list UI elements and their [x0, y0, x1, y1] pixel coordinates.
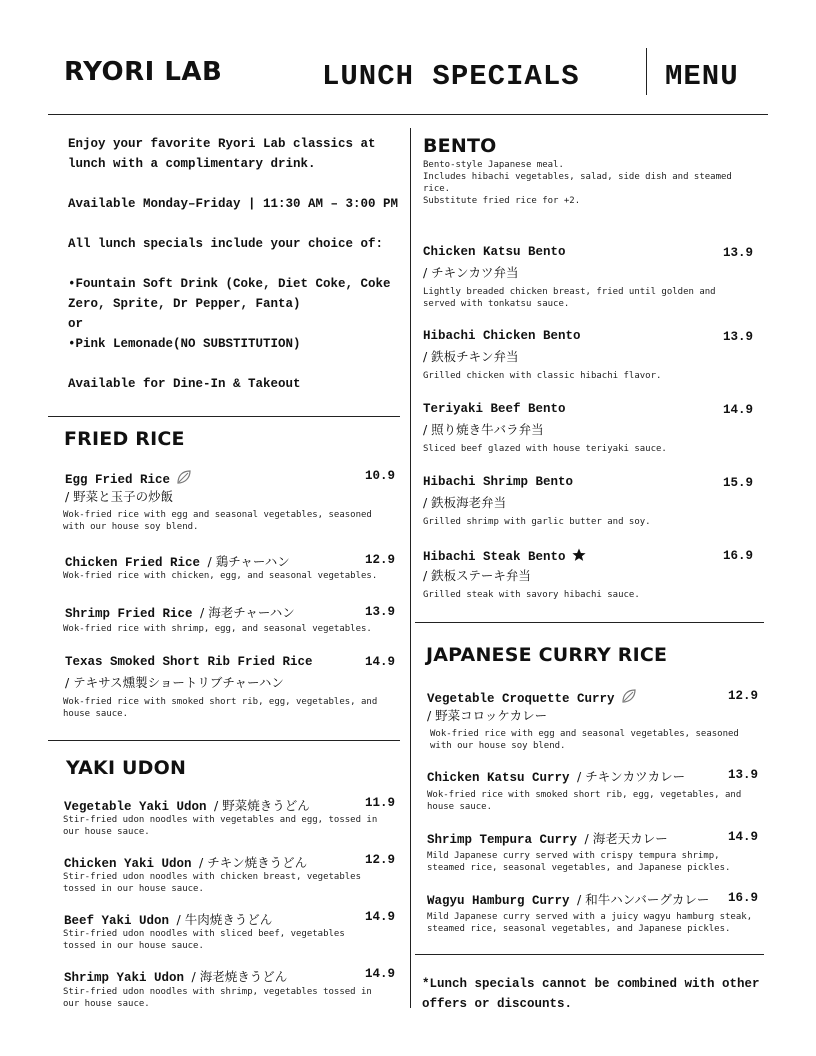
- menu-item-desc: Wok-fried rice with chicken, egg, and seasonal vegetables.: [63, 571, 378, 581]
- menu-item-price: 13.9: [722, 246, 753, 260]
- menu-item-price: 16.9: [727, 891, 758, 905]
- menu-item-name: Teriyaki Beef Bento: [423, 402, 566, 416]
- choice-text: All lunch specials include your choice of:: [68, 237, 384, 251]
- menu-item-price: 16.9: [722, 549, 753, 563]
- footnote-line: offers or discounts.: [422, 997, 573, 1011]
- brand-logo: RYORI LAB: [64, 57, 223, 87]
- menu-item-name: Vegetable Yaki Udon / 野菜焼きうどん: [64, 798, 310, 814]
- menu-item-name: Chicken Katsu Curry / チキンカツカレー: [427, 769, 686, 785]
- leaf-icon: [621, 688, 637, 708]
- section-rule: [48, 416, 400, 417]
- menu-item-desc: Mild Japanese curry served with crispy tempura shrimp,: [427, 851, 720, 861]
- section-title: FRIED RICE: [64, 428, 185, 450]
- menu-item-name: Hibachi Chicken Bento: [423, 329, 581, 343]
- menu-item-name: Egg Fried Rice: [65, 469, 192, 489]
- menu-item-price: 12.9: [727, 689, 758, 703]
- menu-item-price: 12.9: [364, 553, 395, 567]
- leaf-icon: [176, 469, 192, 489]
- header-rule: [48, 114, 768, 115]
- drink-option: Zero, Sprite, Dr Pepper, Fanta): [68, 297, 301, 311]
- menu-item-desc: Grilled shrimp with garlic butter and soy.: [423, 517, 651, 527]
- menu-item-jp: / 鉄板海老弁当: [423, 495, 507, 510]
- menu-item-desc: steamed rice, seasonal vegetables, and Japanese pickles.: [427, 924, 731, 934]
- or-text: or: [68, 317, 84, 331]
- menu-item-desc: with our house soy blend.: [430, 741, 566, 751]
- menu-item-jp: / 鉄板ステーキ弁当: [423, 568, 531, 583]
- menu-item-jp: / テキサス燻製ショートリブチャーハン: [65, 675, 284, 690]
- menu-item-name: Shrimp Tempura Curry / 海老天カレー: [427, 831, 668, 847]
- menu-item-name: Wagyu Hamburg Curry / 和牛ハンバーグカレー: [427, 892, 710, 908]
- section-desc: Includes hibachi vegetables, salad, side dish and steamed: [423, 172, 732, 182]
- dine-in-text: Available for Dine-In & Takeout: [68, 377, 301, 391]
- footnote-line: *Lunch specials cannot be combined with other: [422, 977, 760, 991]
- menu-item-name: Hibachi Steak Bento: [423, 548, 586, 566]
- menu-item-desc: Grilled steak with savory hibachi sauce.: [423, 590, 640, 600]
- menu-item-jp: / 野菜と玉子の炒飯: [65, 489, 174, 504]
- menu-item-desc: with our house soy blend.: [63, 522, 199, 532]
- drink-option: •Pink Lemonade(NO SUBSTITUTION): [68, 337, 301, 351]
- menu-item-desc: tossed in our house sauce.: [63, 884, 204, 894]
- section-rule: [48, 740, 400, 741]
- menu-item-desc: Grilled chicken with classic hibachi flavor.: [423, 371, 662, 381]
- menu-item-price: 14.9: [722, 403, 753, 417]
- menu-item-price: 14.9: [727, 830, 758, 844]
- menu-item-desc: Mild Japanese curry served with a juicy wagyu hamburg steak,: [427, 912, 753, 922]
- menu-label: MENU: [665, 60, 739, 93]
- menu-item-desc: house sauce.: [427, 802, 493, 812]
- menu-item-name: Shrimp Fried Rice / 海老チャーハン: [65, 605, 295, 621]
- menu-item-price: 13.9: [727, 768, 758, 782]
- section-title: BENTO: [423, 135, 497, 157]
- page-title: LUNCH SPECIALS: [322, 60, 580, 93]
- section-rule: [415, 954, 764, 955]
- menu-item-desc: Stir-fried udon noodles with sliced beef, vegetables: [63, 929, 345, 939]
- section-title: JAPANESE CURRY RICE: [426, 644, 668, 666]
- section-rule: [415, 622, 764, 623]
- column-divider: [410, 128, 411, 1008]
- intro-line: Enjoy your favorite Ryori Lab classics at: [68, 137, 376, 151]
- menu-item-name: Texas Smoked Short Rib Fried Rice: [65, 655, 313, 669]
- menu-item-name: Chicken Fried Rice / 鶏チャーハン: [65, 554, 290, 570]
- menu-item-desc: Stir-fried udon noodles with vegetables and egg, tossed in: [63, 815, 378, 825]
- availability-text: Available Monday–Friday | 11:30 AM – 3:00 PM: [68, 197, 399, 211]
- menu-item-price: 13.9: [722, 330, 753, 344]
- menu-item-price: 15.9: [722, 476, 753, 490]
- menu-item-desc: Sliced beef glazed with house teriyaki sauce.: [423, 444, 667, 454]
- menu-item-jp: / 鉄板チキン弁当: [423, 349, 519, 364]
- menu-item-jp: / 野菜コロッケカレー: [427, 708, 548, 723]
- menu-item-price: 14.9: [364, 910, 395, 924]
- menu-item-price: 14.9: [364, 967, 395, 981]
- menu-item-price: 12.9: [364, 853, 395, 867]
- menu-item-jp: / チキンカツ弁当: [423, 265, 519, 280]
- menu-item-price: 11.9: [364, 796, 395, 810]
- menu-item-price: 10.9: [364, 469, 395, 483]
- menu-item-desc: tossed in our house sauce.: [63, 941, 204, 951]
- menu-item-name: Shrimp Yaki Udon / 海老焼きうどん: [64, 969, 288, 985]
- footnote: [422, 974, 760, 1014]
- menu-item-desc: Wok-fried rice with smoked short rib, egg, vegetables, and: [427, 790, 742, 800]
- menu-item-name: Chicken Yaki Udon / チキン焼きうどん: [64, 855, 308, 871]
- section-desc: Substitute fried rice for +2.: [423, 196, 581, 206]
- menu-item-jp: / 照り焼き牛バラ弁当: [423, 422, 544, 437]
- menu-item-desc: Wok-fried rice with egg and seasonal vegetables, seasoned: [63, 510, 372, 520]
- header-divider: [646, 48, 647, 95]
- menu-item-price: 14.9: [364, 655, 395, 669]
- menu-item-name: Hibachi Shrimp Bento: [423, 475, 574, 489]
- menu-item-price: 13.9: [364, 605, 395, 619]
- menu-item-desc: house sauce.: [63, 709, 129, 719]
- menu-item-desc: our house sauce.: [63, 827, 150, 837]
- menu-item-desc: Lightly breaded chicken breast, fried until golden and: [423, 287, 716, 297]
- drink-option: •Fountain Soft Drink (Coke, Diet Coke, Coke: [68, 277, 391, 291]
- menu-item-name: Chicken Katsu Bento: [423, 245, 566, 259]
- menu-item-desc: Wok-fried rice with smoked short rib, egg, vegetables, and: [63, 697, 378, 707]
- menu-item-desc: Stir-fried udon noodles with shrimp, vegetables tossed in: [63, 987, 372, 997]
- section-desc: Bento-style Japanese meal.: [423, 160, 564, 170]
- menu-item-desc: Wok-fried rice with shrimp, egg, and seasonal vegetables.: [63, 624, 372, 634]
- section-title: YAKI UDON: [66, 757, 187, 779]
- star-icon: [572, 548, 586, 566]
- menu-item-desc: served with tonkatsu sauce.: [423, 299, 570, 309]
- menu-item-name: Beef Yaki Udon / 牛肉焼きうどん: [64, 912, 273, 928]
- intro-line: lunch with a complimentary drink.: [68, 157, 316, 171]
- menu-item-desc: Stir-fried udon noodles with chicken breast, vegetables: [63, 872, 362, 882]
- menu-item-desc: Wok-fried rice with egg and seasonal vegetables, seasoned: [430, 729, 739, 739]
- section-desc: rice.: [423, 184, 451, 194]
- menu-item-desc: steamed rice, seasonal vegetables, and Japanese pickles.: [427, 863, 731, 873]
- menu-item-desc: our house sauce.: [63, 999, 150, 1009]
- menu-item-name: Vegetable Croquette Curry: [427, 688, 637, 708]
